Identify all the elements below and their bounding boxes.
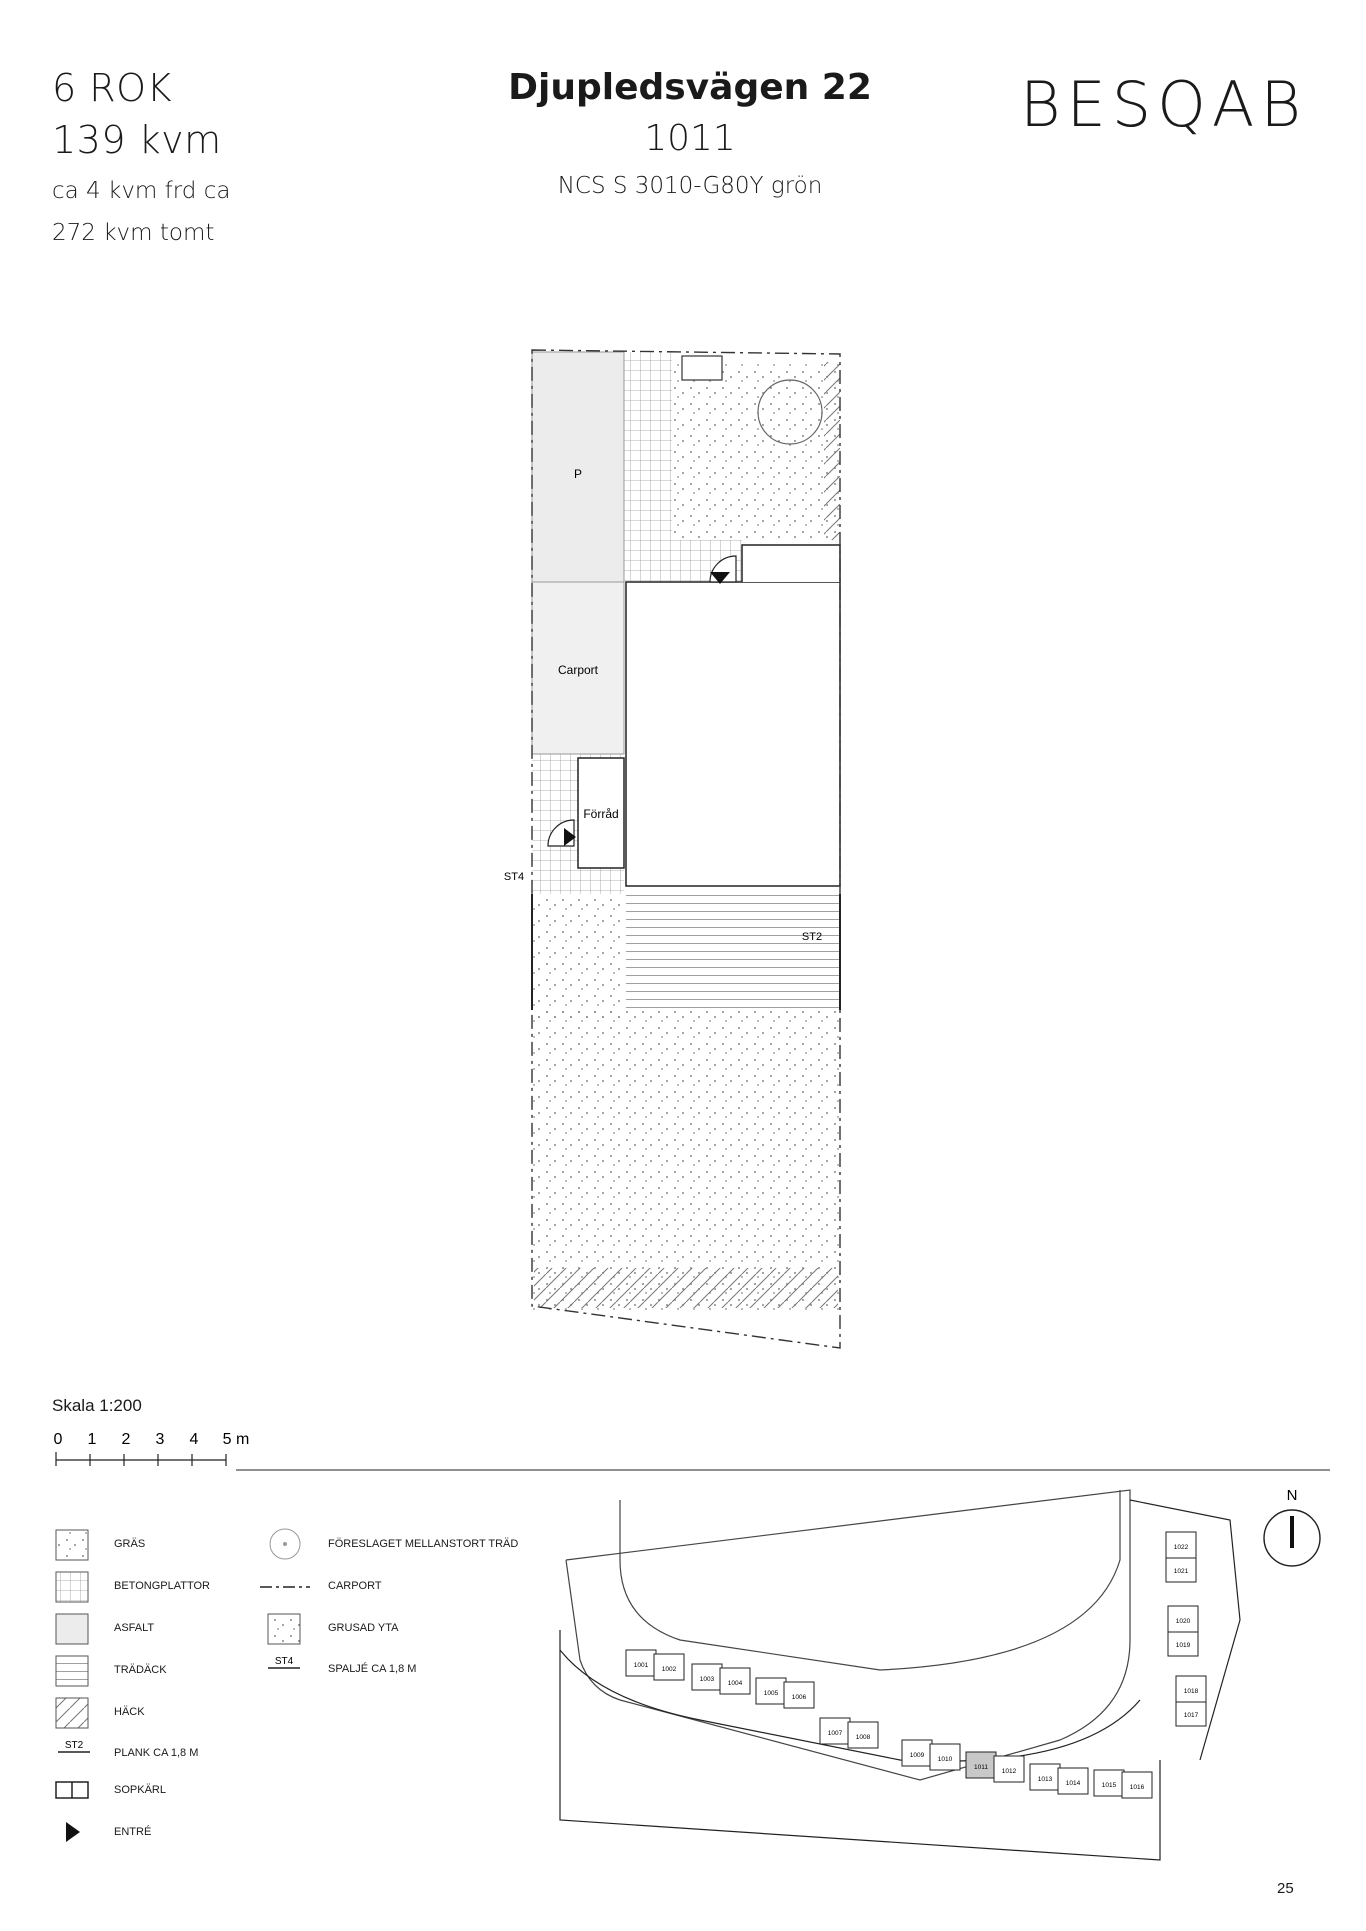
garden-bottom (532, 1010, 840, 1310)
ncs-color: NCS S 3010-G80Y grön (557, 173, 823, 199)
svg-text:1001: 1001 (633, 1662, 649, 1669)
asphalt-swatch-icon (56, 1614, 88, 1644)
legend-label: BETONGPLATTOR (114, 1580, 210, 1592)
concrete-tiles-swatch-icon (56, 1572, 88, 1602)
svg-text:ST4: ST4 (274, 1656, 294, 1667)
north-label: N (1286, 1487, 1298, 1504)
svg-text:1009: 1009 (909, 1752, 925, 1759)
legend-label: ENTRÉ (114, 1826, 152, 1838)
legend-label: PLANK CA 1,8 M (114, 1747, 199, 1759)
hedge (534, 1268, 838, 1308)
waste-bin-icon (56, 1782, 88, 1798)
st4-label: ST4 (503, 871, 525, 883)
gravel-swatch-icon (268, 1614, 300, 1644)
scale-tick: 0 (53, 1431, 63, 1448)
svg-text:1005: 1005 (763, 1690, 779, 1697)
svg-text:1013: 1013 (1037, 1776, 1053, 1783)
scale-tick: 1 (87, 1431, 97, 1448)
plot-size: 272 kvm tomt (52, 220, 215, 246)
north-arrow-icon (1264, 1487, 1320, 1566)
svg-text:1010: 1010 (937, 1756, 953, 1763)
storage-label: Förråd (583, 807, 619, 821)
svg-text:1017: 1017 (1183, 1712, 1199, 1719)
svg-text:1020: 1020 (1175, 1618, 1191, 1625)
rooms-count: 6 ROK (52, 66, 172, 110)
living-area: 139 kvm (52, 118, 222, 162)
svg-text:1008: 1008 (855, 1734, 871, 1741)
scale-tick: 5 m (222, 1431, 250, 1448)
besqab-logo: BESQAB (1020, 68, 1307, 141)
svg-text:ST2: ST2 (64, 1740, 84, 1751)
carport-label: Carport (557, 663, 599, 677)
scale-label: Skala 1:200 (52, 1396, 142, 1415)
unit-number: 1011 (644, 118, 736, 159)
address: Djupledsvägen 22 (508, 67, 872, 108)
svg-text:1006: 1006 (791, 1694, 807, 1701)
trellis-symbol-icon (268, 1656, 300, 1668)
svg-text:1002: 1002 (661, 1666, 677, 1673)
legend-label: ASFALT (114, 1622, 155, 1634)
svg-text:1015: 1015 (1101, 1782, 1117, 1789)
legend-label: FÖRESLAGET MELLANSTORT TRÄD (328, 1538, 519, 1550)
concrete-tiles-top (624, 352, 672, 582)
svg-text:1004: 1004 (727, 1680, 743, 1687)
page-number: 25 (1277, 1880, 1294, 1897)
svg-text:1012: 1012 (1001, 1768, 1017, 1775)
parking-label: P (573, 467, 583, 481)
svg-text:1022: 1022 (1173, 1544, 1189, 1551)
wood-deck (626, 892, 840, 1010)
waste-bins (682, 356, 722, 380)
svg-text:1019: 1019 (1175, 1642, 1191, 1649)
scale-tick: 2 (121, 1431, 131, 1448)
svg-text:1016: 1016 (1129, 1784, 1145, 1791)
garden-top (672, 362, 840, 540)
fence-symbol-icon (58, 1740, 90, 1752)
legend-label: CARPORT (328, 1580, 382, 1592)
hedge-swatch-icon (56, 1698, 88, 1728)
svg-text:1021: 1021 (1173, 1568, 1189, 1575)
st2-label: ST2 (801, 931, 823, 943)
scale-tick: 3 (155, 1431, 165, 1448)
legend-label: GRUSAD YTA (328, 1622, 399, 1634)
legend-label: GRÄS (114, 1538, 146, 1550)
grass-swatch-icon (56, 1530, 88, 1560)
house-footprint (626, 582, 840, 886)
legend-label: SPALJÉ CA 1,8 M (328, 1663, 417, 1675)
entrance-arrow-icon (66, 1822, 80, 1842)
svg-text:1018: 1018 (1183, 1688, 1199, 1695)
extra-area: ca 4 kvm frd ca (52, 178, 231, 204)
wood-deck-swatch-icon (56, 1656, 88, 1686)
legend-label: TRÄDÄCK (114, 1664, 167, 1676)
svg-text:1014: 1014 (1065, 1780, 1081, 1787)
scale-ticks (54, 1431, 250, 1448)
scale-tick: 4 (189, 1431, 199, 1448)
svg-text:1003: 1003 (699, 1676, 715, 1683)
svg-text:1011: 1011 (974, 1764, 988, 1771)
legend-label: SOPKÄRL (114, 1784, 166, 1796)
legend-label: HÄCK (114, 1706, 145, 1718)
svg-text:1007: 1007 (827, 1730, 843, 1737)
